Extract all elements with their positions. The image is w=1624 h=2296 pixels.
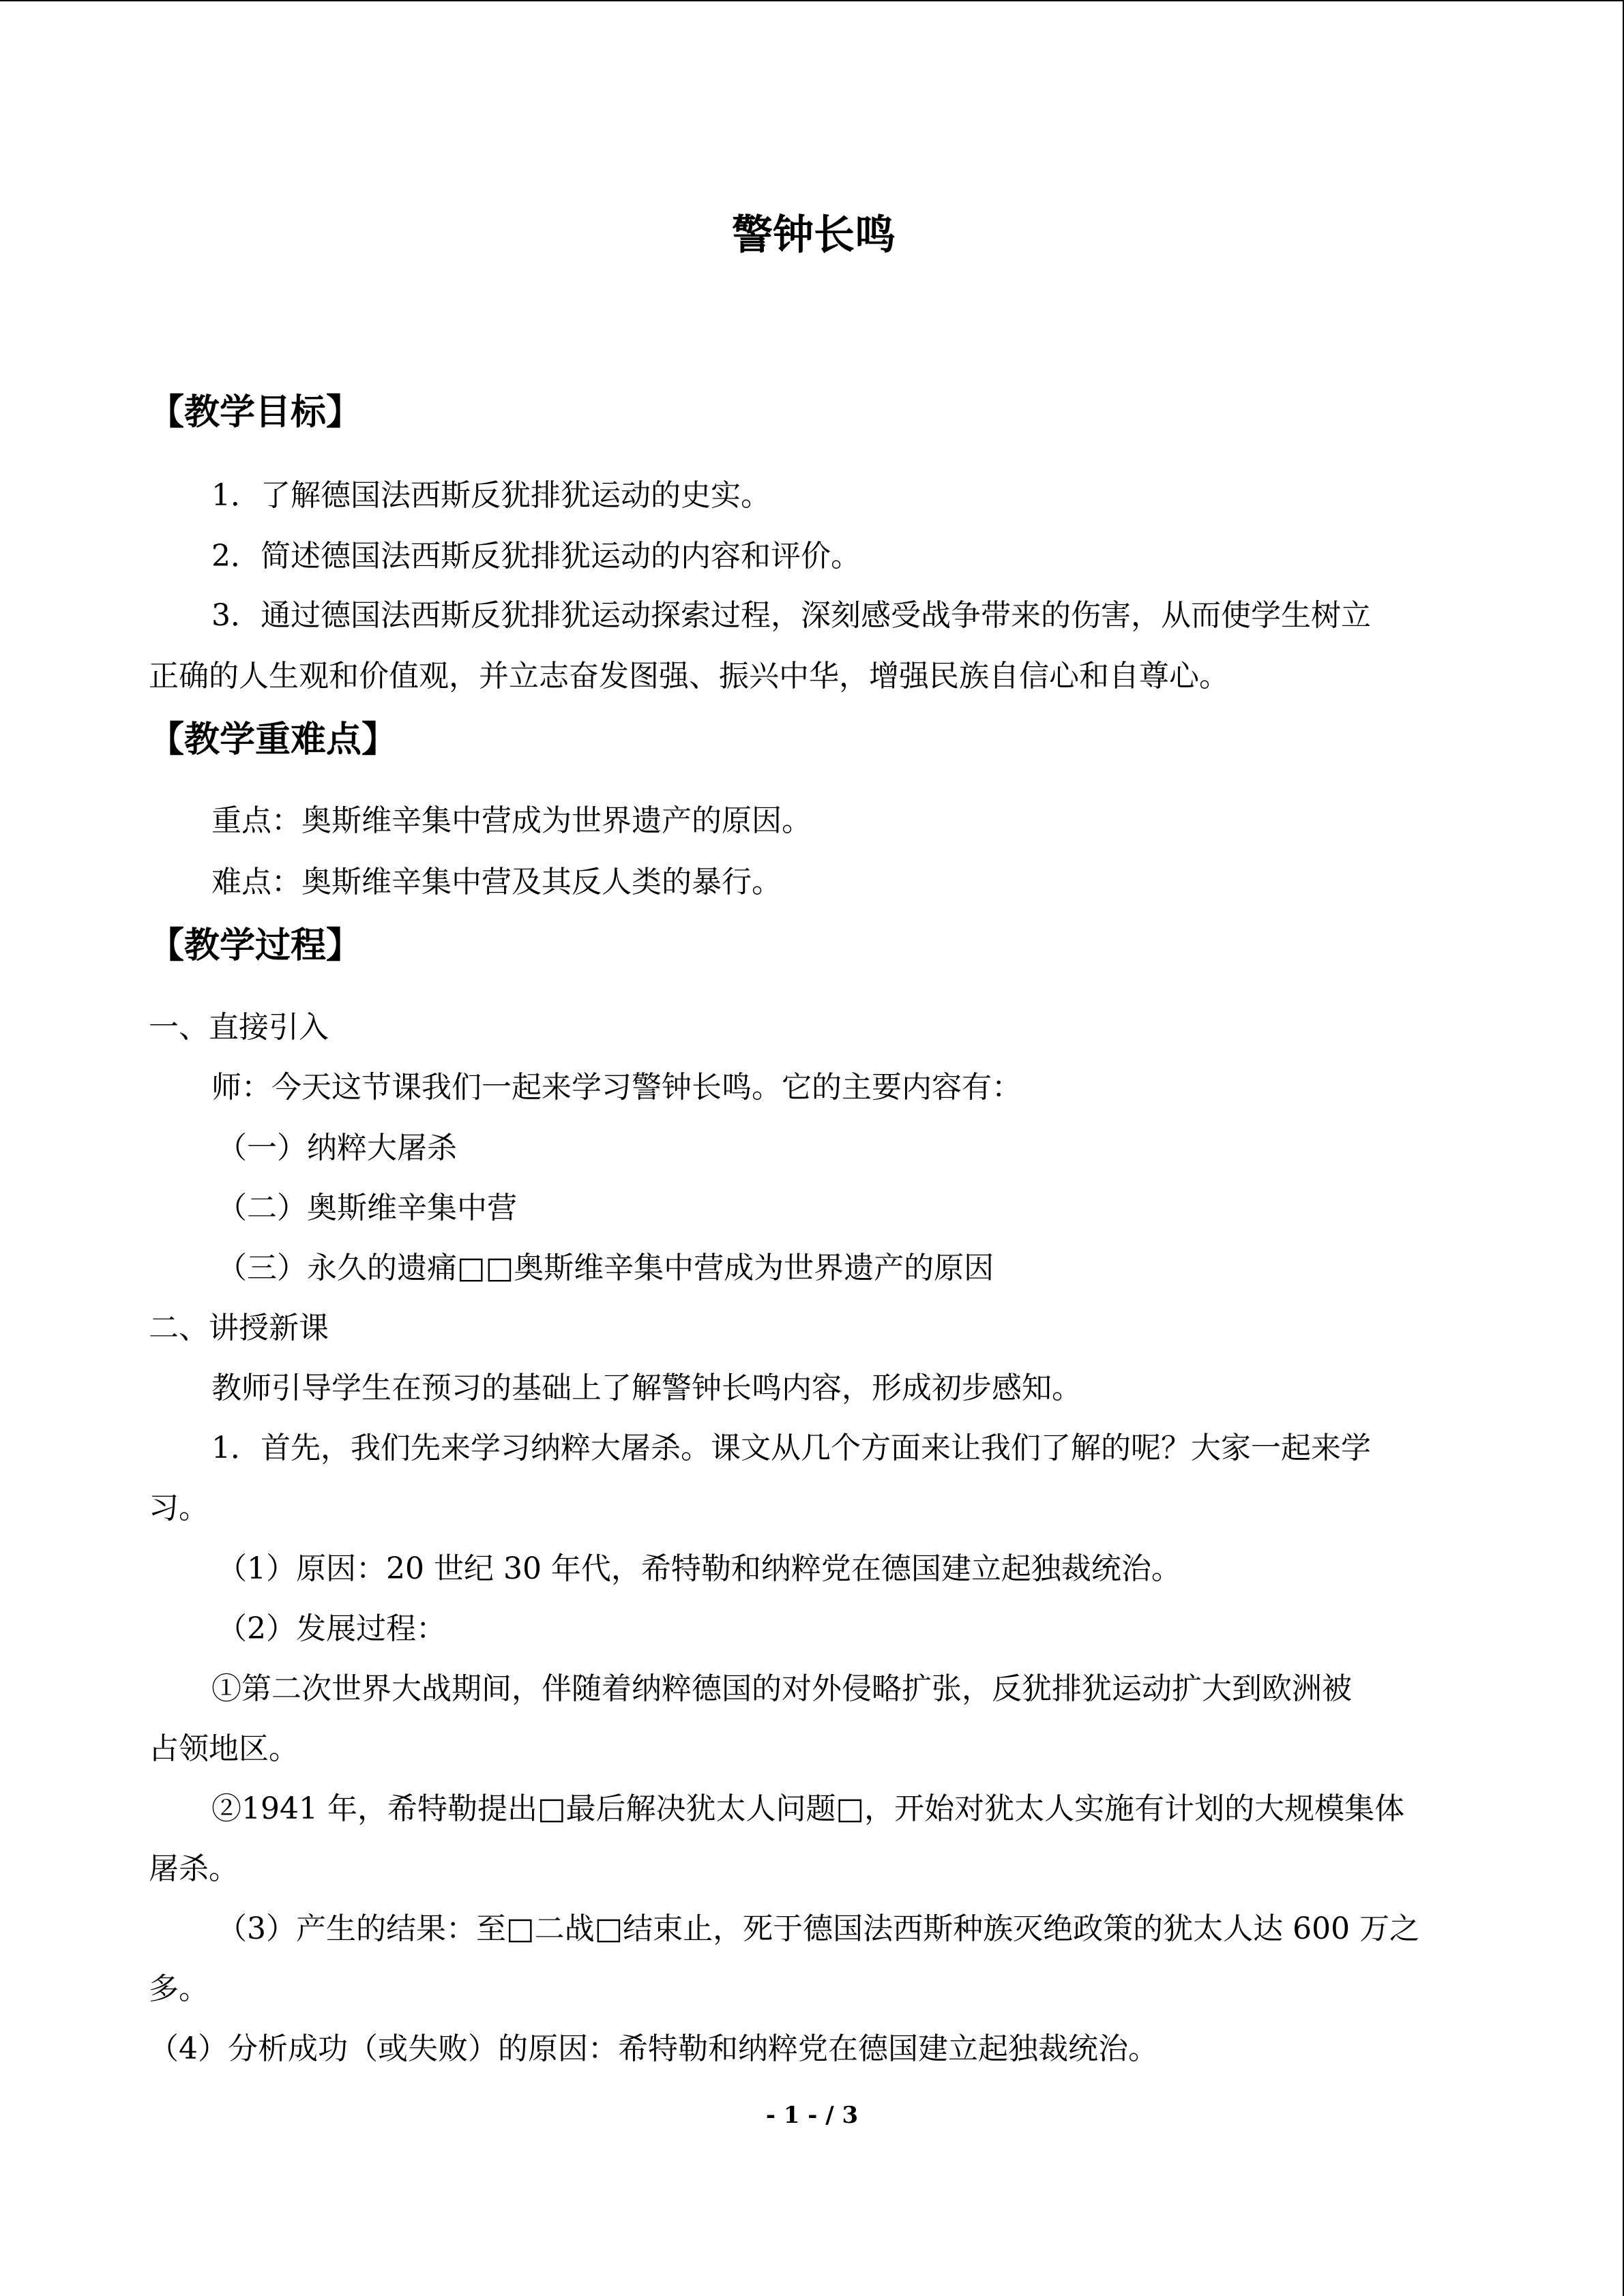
process-line-continued: 多。 — [149, 1971, 209, 2006]
process-line: ①第二次世界大战期间，伴随着纳粹德国的对外侵略扩张，反犹排犹运动扩大到欧洲被 — [211, 1671, 1352, 1706]
process-line: （2）发展过程： — [217, 1611, 446, 1646]
process-line-continued: 习。 — [149, 1491, 209, 1525]
process-line: 1．首先，我们先来学习纳粹大屠杀。课文从几个方面来让我们了解的呢？大家一起来学 — [211, 1431, 1371, 1465]
objective-item: 3．通过德国法西斯反犹排犹运动探索过程，深刻感受战争带来的伤害，从而使学生树立 — [211, 598, 1371, 633]
process-line: 教师引导学生在预习的基础上了解警钟长鸣内容，形成初步感知。 — [211, 1371, 1082, 1405]
document-title: 警钟长鸣 — [732, 211, 896, 259]
page-number: - 1 - / 3 — [765, 2102, 859, 2129]
objectives-heading: 【教学目标】 — [149, 392, 362, 433]
process-line: （二）奥斯维辛集中营 — [217, 1191, 517, 1225]
process-heading: 【教学过程】 — [149, 925, 362, 966]
process-line: （1）原因：20 世纪 30 年代，希特勒和纳粹党在德国建立起独裁统治。 — [217, 1551, 1181, 1586]
process-line: （三）永久的遗痛□□奥斯维辛集中营成为世界遗产的原因 — [217, 1251, 994, 1285]
process-line: （一）纳粹大屠杀 — [217, 1131, 457, 1165]
process-subheading: 二、讲授新课 — [149, 1311, 329, 1345]
objective-item-continued: 正确的人生观和价值观，并立志奋发图强、振兴中华，增强民族自信心和自尊心。 — [149, 659, 1229, 694]
process-line-continued: 占领地区。 — [149, 1731, 299, 1766]
keypoint-item: 重点：奥斯维辛集中营成为世界遗产的原因。 — [211, 803, 812, 838]
process-subheading: 一、直接引入 — [149, 1010, 329, 1045]
process-line-continued: 屠杀。 — [149, 1851, 239, 1886]
objective-item: 1．了解德国法西斯反犹排犹运动的史实。 — [211, 478, 771, 513]
process-line: 师：今天这节课我们一起来学习警钟长鸣。它的主要内容有： — [211, 1070, 1022, 1105]
process-line: （4）分析成功（或失败）的原因：希特勒和纳粹党在德国建立起独裁统治。 — [149, 2031, 1158, 2066]
process-line: （3）产生的结果：至□二战□结束止，死于德国法西斯种族灭绝政策的犹太人达 600 万之 — [217, 1911, 1420, 1946]
keypoint-item: 难点：奥斯维辛集中营及其反人类的暴行。 — [211, 865, 782, 899]
keypoints-heading: 【教学重难点】 — [149, 719, 398, 760]
objective-item: 2．简述德国法西斯反犹排犹运动的内容和评价。 — [211, 539, 861, 573]
process-line: ②1941 年，希特勒提出□最后解决犹太人问题□，开始对犹太人实施有计划的大规模集体 — [211, 1791, 1405, 1826]
